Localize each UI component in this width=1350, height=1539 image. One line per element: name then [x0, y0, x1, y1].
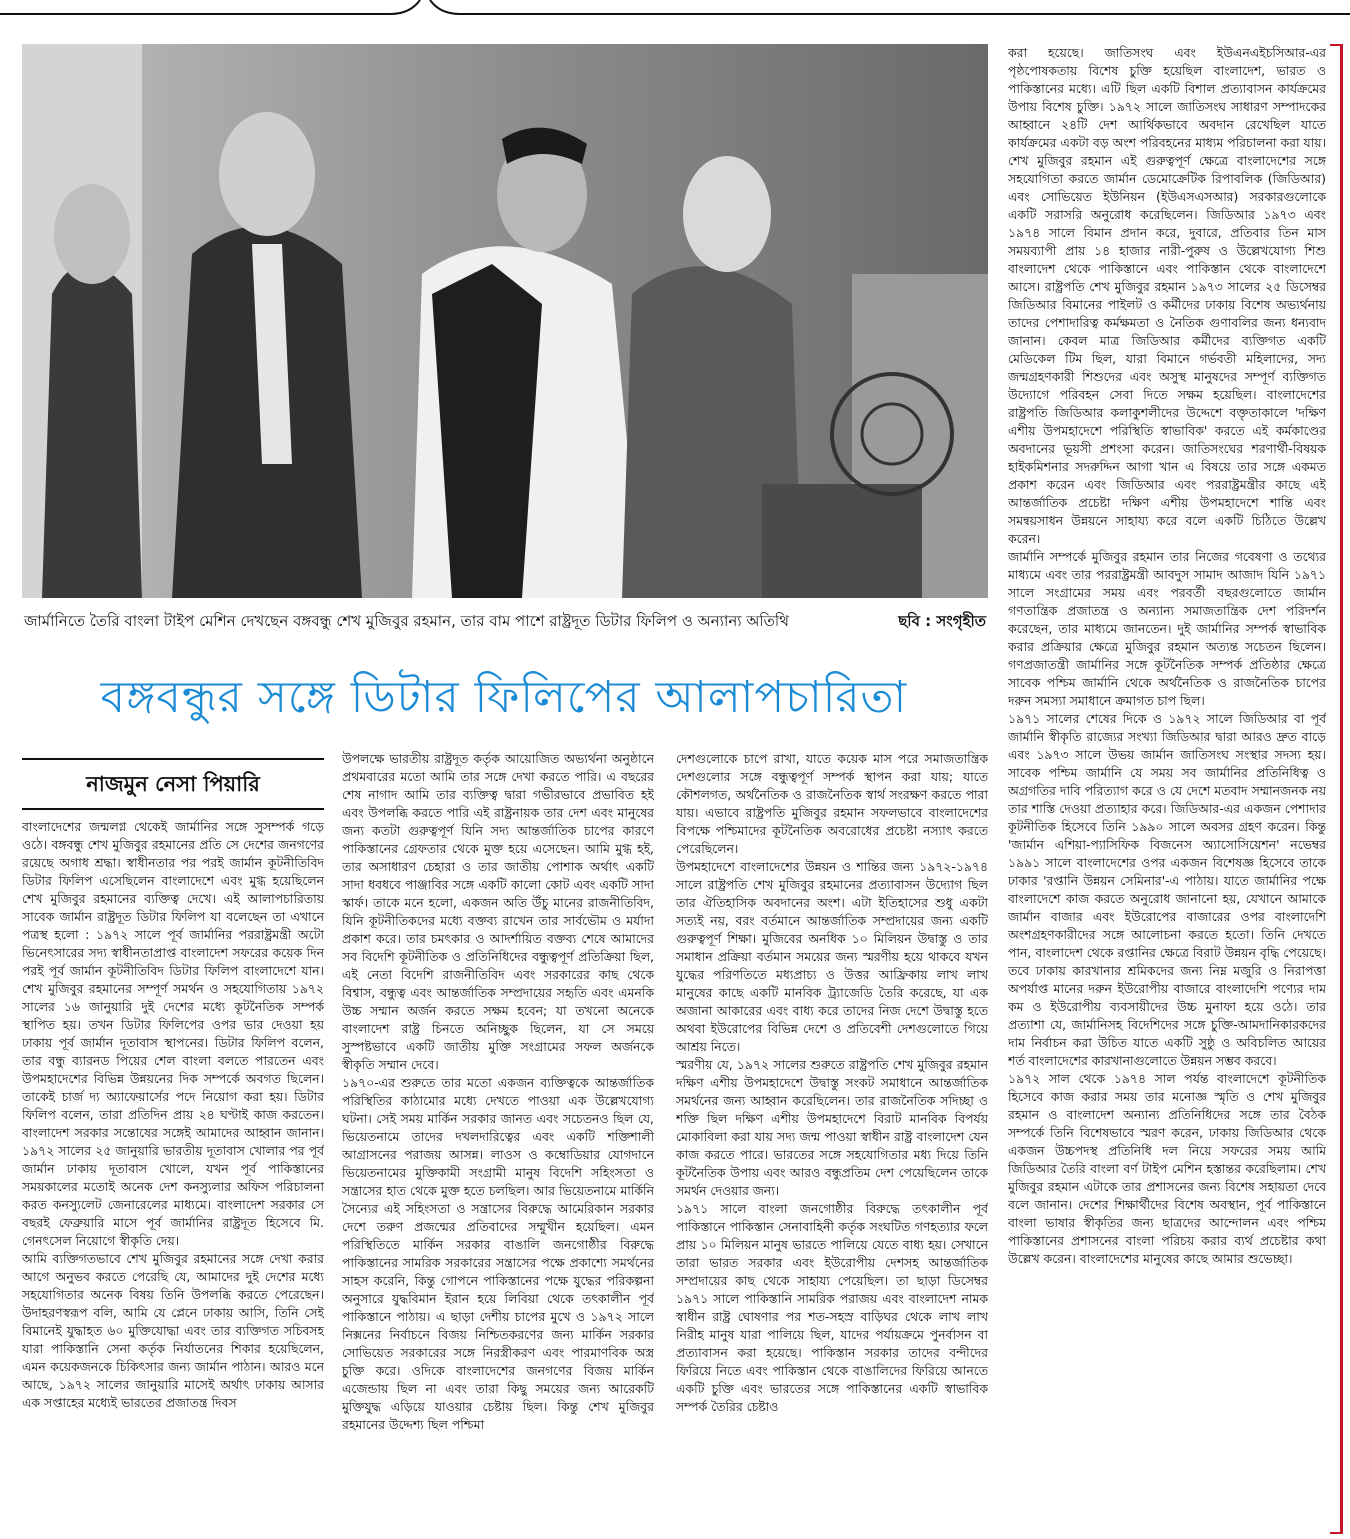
- paragraph: ১৯৭১ সালে বাংলা জনগোষ্ঠীর বিরুদ্ধে তৎকালীন পূর্ব পাকিস্তানে পাকিস্তান সেনাবাহিনী কর্তৃক সংঘটিত গণহত্যার ফলে প্রায় ১০ মিলিয়ন মানুষ ভারতে পালিয়ে যেতে বাধ্য হয়। সেখানে তারা ভারত সরকার এবং ইউরোপীয় দেশসহ আন্তর্জাতিক সম্প্রদায়ের কাছ থেকে সাহায্য পেয়েছিল। তা ছাড়া ডিসেম্বর ১৯৭১ সালে পাকিস্তানি সামরিক পরাজয় এবং বাংলাদেশ নামক স্বাধীন রাষ্ট্র ঘোষণার পর শত-সহস্র বাড়িঘর থেকে লাখ লাখ নিরীহ মানুষ যারা পালিয়ে ছিল, যাদের পর্যায়ক্রমে পুনর্বাসন বা প্রত্যাবাসন করা হয়েছে। পাকিস্তান সরকার তাদের বন্দীদের ফিরিয়ে নিতে এবং পাকিস্তান থেকে বাঙালিদের ফিরিয়ে আনতে একটি চুক্তি এবং ভারতের সঙ্গে পাকিস্তানের একটি স্বাভাবিক সম্পর্ক তৈরির চেষ্টাও: [676, 1201, 988, 1414]
- paragraph: ১৯৭০-এর শুরুতে তার মতো একজন ব্যক্তিত্বকে আন্তর্জাতিক পরিস্থিতির কাঠামোর মধ্যে দেখতে পাওয়া এক উল্লেখযোগ্য ঘটনা। সেই সময় মার্কিন সরকার জানত এবং সচেতনও ছিল যে, ভিয়েতনামে তাদের দখলদারিত্বের এবং একটি শক্তিশালী আগ্রাসনের পরাজয় আসন্ন। লাওস ও কম্বোডিয়ার যোগদানে ভিয়েতনামের মুক্তিকামী সংগ্রামী মানুষ বিদেশি সহিংসতা ও সন্ত্রাসের হাত থেকে মুক্ত হতে চলছিল। আর ভিয়েতনামে মার্কিনি সৈন্যের এই সহিংসতা ও সন্ত্রাসের বিরুদ্ধে আমেরিকান সরকার দেশে তরুণ প্রজন্মের প্রতিবাদের সম্মুখীন হয়েছিল। এমন পরিস্থিতিতে মার্কিন সরকার বাঙালি জনগোষ্ঠীর বিরুদ্ধে পাকিস্তানের সামরিক সরকারের সন্ত্রাসের পক্ষে প্রকাশ্যে সমর্থনের সাহস করেনি, কিন্তু গোপনে পাকিস্তানের পক্ষে যুদ্ধের পরিকল্পনা অনুসারে যুদ্ধবিমান ইরান হয়ে লিবিয়া থেকে তৎকালীন পূর্ব পাকিস্তানে পাঠায়। এ ছাড়া দেশীয় চাপের মুখে ও ১৯৭২ সালে নিক্সনের নির্বাচনে বিজয় নিশ্চিতকরণের জন্য মার্কিন সরকার সোভিয়েত সরকারের সঙ্গে নিরস্ত্রীকরণ এবং পারমাণবিক অস্ত্র চুক্তি করে। ওদিকে বাংলাদেশের জনগণের বিজয় মার্কিন এজেন্ডায় ছিল না এবং তারা কিছু সময়ের জন্য আরেকটি মুক্তিযুদ্ধ এড়িয়ে যাওয়ার চেষ্টায় ছিল। কিন্তু শেখ মুজিবুর রহমানের উদ্দেশ্য ছিল পশ্চিমা: [342, 1075, 654, 1432]
- bottom-right-border-rule: [1330, 1532, 1343, 1534]
- article-column-3: [676, 750, 988, 1536]
- paragraph: আমি ব্যক্তিগতভাবে শেখ মুজিবুর রহমানের সঙ্গে দেখা করার আগে অনুভব করতে পেরেছি যে, আমাদের দুই দেশের মধ্যে সহযোগিতার অনেক বিষয় তিনি উপলব্ধি করতে পেরেছেন। উদাহরণস্বরূপ বলি, আমি যে প্লেনে ঢাকায় আসি, তিনি সেই বিমানেই যুদ্ধাহত ৬০ মুক্তিযোদ্ধা এবং তার ব্যক্তিগত সচিবসহ যারা পাকিস্তানি সেনা কর্তৃক নির্যাতনের শিকার হয়েছিলেন, এমন কয়েকজনকে চিকিৎসার জন্য জার্মান পাঠান। আরও মনে আছে, ১৯৭২ সালের জানুয়ারি মাসেই অর্থাৎ ঢাকায় আসার এক সপ্তাহের মধ্যেই ভারতের প্রজাতন্ত্র দিবস: [22, 1251, 324, 1410]
- caption-text: জার্মানিতে তৈরি বাংলা টাইপ মেশিন দেখছেন বঙ্গবন্ধু শেখ মুজিবুর রহমান, তার বাম পাশে রাষ্ট্রদূত ডিটার ফিলিপ ও অন্যান্য অতিথি: [24, 612, 789, 630]
- right-border-rule: [1340, 44, 1343, 1534]
- paragraph: উপমহাদেশে বাংলাদেশের উন্নয়ন ও শান্তির জন্য ১৯৭২-১৯৭৪ সালে রাষ্ট্রপতি শেখ মুজিবুর রহমানের প্রত্যাবাসন উদ্যোগ ছিল তার ঐতিহাসিক অবদানের অংশ। এটা ইতিহাসের শুধু একটা সত্যই নয়, বরং বর্তমানে আন্তর্জাতিক সম্প্রদায়ের জন্য একটি গুরুত্বপূর্ণ শিক্ষা। মুজিবের অনধিক ১০ মিলিয়ন উদ্বাস্তু ও তার সমাধান প্রক্রিয়া বর্তমান সময়ের জন্য স্মরণীয় হয়ে থাকবে যখন যুদ্ধের পরিণতিতে মধ্যপ্রাচ্য ও উত্তর আফ্রিকায় লাখ লাখ মানুষের কাছে একটি মানবিক ট্র্যাজেডি তৈরি করেছে, যা এক অজানা আকারের এবং বাধ্য করে তাদের নিজ দেশে উদ্বাস্তু হতে অথবা ইউরোপের বিভিন্ন দেশে ও প্রতিবেশী দেশগুলোতে গিয়ে আশ্রয় নিতে।: [676, 859, 988, 1054]
- paragraph: ১৯৭২ সাল থেকে ১৯৭৪ সাল পর্যন্ত বাংলাদেশে কূটনীতিক হিসেবে কাজ করার সময় তার মনোজ্ঞ স্মৃতি ও শেখ মুজিবুর রহমান ও বাংলাদেশ অন্যান্য প্রতিনিধিদের সঙ্গে তার বৈঠক সম্পর্কে তিনি বিশেষভাবে স্মরণ করেন, ঢাকায় জিডিআর থেকে একজন উচ্চপদস্থ প্রতিনিধি দল নিয়ে সফরের সময় আমি জিডিআর তৈরি বাংলা বর্ণ টাইপ মেশিন হস্তান্তর করেছিলাম। শেখ মুজিবুর রহমান এটাকে তার প্রশাসনের জন্য বিশেষ সহায়তা দেবে বলে জানান। দেশের শিক্ষার্থীদের বিশেষ অবস্থান, পূর্ব পাকিস্তানে বাংলা ভাষার স্বীকৃতির জন্য ছাত্রদের আন্দোলন এবং পশ্চিম পাকিস্তানের প্রশাসনের বাংলা পরিচয় করার ব্যর্থ প্রচেষ্টার কথা উল্লেখ করেন। বাংলাদেশের মানুষের কাছে আমার শুভেচ্ছা।: [1008, 1071, 1326, 1266]
- top-right-border-rule: [1330, 44, 1343, 46]
- author-byline: নাজমুন নেসা পিয়ারি: [22, 758, 324, 810]
- paragraph: ১৯৭১ সালের শেষের দিকে ও ১৯৭২ সালে জিডিআর বা পূর্ব জার্মানি স্বীকৃতি রাজ্যের সংখ্যা জিডিআর দ্বারা আরও দ্রুত বাড়ে এবং ১৯৭৩ সালে উভয় জার্মান জাতিসংঘ সংস্থার সদস্য হয়। সাবেক পশ্চিম জার্মানি যে সময় সব জার্মানির প্রতিনিধিত্ব ও অগ্রগতির দাবি পরিত্যাগ করে ও যে দেশে মতবাদ সম্মানজনক নয় তার শাস্তি দেওয়া প্রত্যাহার করে। জিডিআর-এর একজন পেশাদার কূটনীতিক হিসেবে তিনি ১৯৯০ সালে অবসর গ্রহণ করেন। কিন্তু 'জার্মান এশিয়া-প্যাসিফিক বিজনেস অ্যাসোসিয়েশন' নভেম্বর ১৯৯১ সালে বাংলাদেশের ওপর একজন বিশেষজ্ঞ হিসেবে তাকে ঢাকার 'রপ্তানি উন্নয়ন সেমিনার'-এ পাঠায়। যাতে জার্মানির পক্ষে বাংলাদেশে কাজ করতে অনুরোধ জানানো হয়, যেখানে আমাকে জার্মান বাজার এবং ইউরোপের বাজারের ওপর বাংলাদেশি অংশগ্রহণকারীদের সঙ্গে আলোচনা করতে হতো। তিনি দেখতে পান, বাংলাদেশ থেকে রপ্তানির ক্ষেত্রে বিরাট উন্নয়ন বৃদ্ধি পেয়েছে। তবে ঢাকায় কারখানার শ্রমিকদের জন্য নিম্ন মজুরি ও নিরাপত্তা অপর্যাপ্ত মানের দরুন ইউরোপীয় বাজারে বাংলাদেশি পণ্যের দাম কম ও ইউরোপীয় ব্যবসায়ীদের উচ্চ মুনাফা হয়ে ওঠে। তার প্রত্যাশা যে, জার্মানিসহ বিদেশিদের সঙ্গে চুক্তি-আমদানিকারকদের দাম নির্বাচন করা উচিত যাতে একটি সুষ্ঠু ও অবিচলিত আয়ের শর্ত বাংলাদেশের কারখানাগুলোতে উন্নয়ন সম্ভব করবে।: [1008, 711, 1326, 1068]
- news-photo: [22, 44, 988, 598]
- photo-credit: ছবি : সংগৃহীত: [898, 612, 986, 630]
- paragraph: স্মরণীয় যে, ১৯৭২ সালের শুরুতে রাষ্ট্রপতি শেখ মুজিবুর রহমান দক্ষিণ এশীয় উপমহাদেশে উদ্বাস্তু সংকট সমাধানে আন্তর্জাতিক সমর্থনের জন্য আহ্বান করেছিলেন। তার রাজনৈতিক সদিচ্ছা ও শক্তি ছিল দক্ষিণ এশীয় উপমহাদেশে বিরাট মানবিক বিপর্যয় মোকাবিলা করা যায় সদ্য জন্ম পাওয়া স্বাধীন রাষ্ট্র বাংলাদেশ যেন কাজ করতে পারে। ভারতের সঙ্গে সহযোগিতার মধ্য দিয়ে তিনি কূটনৈতিক উপায় এবং আরও বন্ধুপ্রতিম দেশ পেয়েছিলেন তাকে সমর্থন দেওয়ার জন্য।: [676, 1057, 988, 1198]
- paragraph: দেশগুলোকে চাপে রাখা, যাতে কয়েক মাস পরে সমাজতান্ত্রিক দেশগুলোর সঙ্গে বন্ধুত্বপূর্ণ সম্পর্ক স্থাপন করা যায়; যাতে কৌশলগত, অর্থনৈতিক ও রাজনৈতিক স্বার্থ সংরক্ষণ করতে পারা যায়। এভাবে রাষ্ট্রপতি মুজিবুর রহমান সফলভাবে বাংলাদেশের বিপক্ষে পশ্চিমাদের কূটনৈতিক অবরোধের প্রচেষ্টা নস্যাৎ করতে পেরেছিলেন।: [676, 751, 988, 856]
- paragraph: বাংলাদেশের জন্মলগ্ন থেকেই জার্মানির সঙ্গে সুসম্পর্ক গড়ে ওঠে। বঙ্গবন্ধু শেখ মুজিবুর রহমানের প্রতি সে দেশের জনগণের রয়েছে অগাধ শ্রদ্ধা। স্বাধীনতার পর পরই জার্মান কূটনীতিবিদ ডিটার ফিলিপ এসেছিলেন বাংলাদেশে এবং মুগ্ধ হয়েছিলেন শেখ মুজিবুর রহমানের ব্যক্তিত্ব দেখে। এই আলাপচারিতায় সাবেক জার্মান রাষ্ট্রদূত ডিটার ফিলিপ যা বলেছেন তা এখানে পত্রস্থ হলো : ১৯৭২ সালে পূর্ব জার্মানির পররাষ্ট্রমন্ত্রী অটো ভিনেৎসারের সদ্য স্বাধীনতাপ্রাপ্ত বাংলাদেশ সফরের কয়েক দিন পরই পূর্ব জার্মান কূটনীতিবিদ ডিটার ফিলিপ বাংলাদেশে যান। শেখ মুজিবুর রহমানের সম্পূর্ণ সমর্থন ও সহযোগিতায় ১৯৭২ সালের ১৬ জানুয়ারি দুই দেশের মধ্যে কূটনৈতিক সম্পর্ক স্থাপিত হয়। তখন ডিটার ফিলিপের ওপর ভার দেওয়া হয় ঢাকায় পূর্ব জার্মান দূতাবাস স্থাপনের। ডিটার ফিলিপ বলেন, তার বন্ধু ব্যারনড পিয়ের শেল বাংলা বলতে পারতেন এবং উপমহাদেশের বিভিন্ন উন্নয়নের দিক সম্পর্কে অবগত ছিলেন। তাকেই চার্জ দ্য অ্যাফেয়ার্সের পদে নিয়োগ করা হয়। ডিটার ফিলিপ বলেন, তারা প্রতিদিন প্রায় ২৪ ঘণ্টাই কাজ করতেন। বাংলাদেশ সরকার সন্তোষের সঙ্গেই আমাদের আহ্বান জানান। ১৯৭২ সালের ২৫ জানুয়ারি ভারতীয় দূতাবাস খোলার পর পূর্ব জার্মান ঢাকায় দূতাবাস খোলে, যখন পূর্ব পাকিস্তানের সময়কালের মতোই অনেক দেশ কনস্যুলার অফিস পরিচালনা করত কনস্যুলেট জেনারেলের মাধ্যমে। বাংলাদেশ সরকার সে বছরই ফেব্রুয়ারি মাসে পূর্ব জার্মানির রাষ্ট্রদূত হিসেবে মি. গেনৎসেল নিয়োগে স্বীকৃতি দেয়।: [22, 819, 324, 1248]
- paragraph: করা হয়েছে। জাতিসংঘ এবং ইউএনএইচসিআর-এর পৃষ্ঠপোষকতায় বিশেষ চুক্তি হয়েছিল বাংলাদেশ, ভারত ও পাকিস্তানের মধ্যে। এটি ছিল একটি বিশাল প্রত্যাবাসন কার্যক্রমের উপায় বিশেষ চুক্তি। ১৯৭২ সালে জাতিসংঘ সাধারণ সম্পাদকের আহ্বানে ২৪টি দেশ আর্থিকভাবে অবদান রেখেছিল যাতে কার্যক্রমের একটা বড় অংশ পরিবহনের মাধ্যম পরিচালনা করা যায়। শেখ মুজিবুর রহমান এই গুরুত্বপূর্ণ ক্ষেত্রে বাংলাদেশের সঙ্গে সহযোগিতা করতে জার্মান ডেমোক্রেটিক রিপাবলিক (জিডিআর) এবং সোভিয়েত ইউনিয়ন (ইউএসএসআর) সরকারগুলোকে একটি সরাসরি অনুরোধ করেছিলেন। জিডিআর ১৯৭৩ এবং ১৯৭৪ সালে বিমান প্রদান করে, দুবারে, প্রতিবার তিন মাস সময়ব্যাপী প্রায় ১৪ হাজার নারী-পুরুষ ও উল্লেখযোগ্য শিশু বাংলাদেশ থেকে পাকিস্তানে এবং পাকিস্তান থেকে বাংলাদেশে আসে। রাষ্ট্রপতি শেখ মুজিবুর রহমান ১৯৭৩ সালের ২৫ ডিসেম্বর জিডিআর বিমানের পাইলট ও কর্মীদের ঢাকায় বিশেষ অভ্যর্থনায় তাদের পেশাদারিত্ব কর্মক্ষমতা ও নৈতিক গুণাবলির জন্য ধন্যবাদ জানান। কেবল মাত্র জিডিআর কর্মীদের ব্যক্তিগত একটি মেডিকেল টিম ছিল, যারা বিমানে গর্ভবতী মহিলাদের, সদ্য জন্মগ্রহণকারী শিশুদের এবং অসুস্থ মানুষদের সম্পূর্ণ ব্যক্তিগত উদ্যোগে পরিবহন সেবা দিতে সক্ষম হয়েছিল। বাংলাদেশের রাষ্ট্রপতি জিডিআর কলাকুশলীদের উদ্দেশে বক্তৃতাকালে 'দক্ষিণ এশীয় উপমহাদেশে পরিস্থিতি স্বাভাবিক' করতে এই কর্মকাণ্ডের অবদানের ভূয়সী প্রশংসা করেন। জাতিসংঘের শরণার্থী-বিষয়ক হাইকমিশনার সদরুদ্দিন আগা খান এ বিষয়ে তার সঙ্গে একমত প্রকাশ করেন এবং জিডিআর এবং পররাষ্ট্রমন্ত্রীর কাছে এই আন্তর্জাতিক প্রচেষ্টা দক্ষিণ এশীয় উপমহাদেশে শান্তি এবং সমন্বয়সাধন উন্নয়নে সাহায্য করে বলে একটি চিঠিতে উল্লেখ করেন।: [1008, 45, 1326, 546]
- article-column-4: [1008, 44, 1326, 1536]
- photo-caption: [24, 610, 986, 632]
- article-column-1: [22, 818, 324, 1534]
- article-column-2: [342, 750, 654, 1536]
- photo-placeholder-icon: [22, 44, 988, 598]
- paragraph: উপলক্ষে ভারতীয় রাষ্ট্রদূত কর্তৃক আয়োজিত অভ্যর্থনা অনুষ্ঠানে প্রথমবারের মতো আমি তার সঙ্গে দেখা করতে পারি। এ বছরের শেষ নাগাদ আমি তার ব্যক্তিত্ব দ্বারা গভীরভাবে প্রভাবিত হই এবং উপলব্ধি করতে পারি এই রাষ্ট্রনায়ক তার দেশ এবং মানুষের জন্য কতটা গুরুত্বপূর্ণ যিনি সদ্য আন্তর্জাতিক চাপের কারণে পাকিস্তানের গ্রেফতার থেকে মুক্ত হয়ে এসেছেন। আমি মুগ্ধ হই, তার অসাধারণ চেহারা ও তার জাতীয় পোশাক অর্থাৎ একটি সাদা ধবধবে পাঞ্জাবির সঙ্গে একটি কালো কোট এবং একটি সাদা স্কার্ফ। তাকে মনে হলো, একজন অতি উঁচু মানের রাজনীতিবিদ, যিনি কূটনীতিকদের মধ্যে বক্তব্য রাখেন তার সার্বভৌম ও মর্যাদা প্রকাশ করে। তার চমৎকার ও আদর্শায়িত বক্তব্য শেষে আমাদের সব বিদেশি কূটনীতিক ও প্রতিনিধিদের বন্ধুত্বপূর্ণ প্রতিক্রিয়া ছিল, এই নেতা বিদেশি রাজনীতিবিদ এবং সরকারের কাছ থেকে বিশ্বাস, বন্ধুত্ব এবং আন্তর্জাতিক সম্প্রদায়ের সহৃতি এবং এমনকি উচ্চ সম্মান অর্জন করতে সক্ষম হবেন; যা তখনো অনেকে বাংলাদেশ রাষ্ট্র চিনতে অনিচ্ছুক ছিলেন, যা সে সময়ে সুস্পষ্টভাবে একটি জাতীয় মুক্তি সংগ্রামের সফল অর্জনকে স্বীকৃতি সম্মান দেবে।: [342, 751, 654, 1072]
- paragraph: জার্মানি সম্পর্কে মুজিবুর রহমান তার নিজের গবেষণা ও তথ্যের মাধ্যমে এবং তার পররাষ্ট্রমন্ত্রী আবদুস সামাদ আজাদ যিনি ১৯৭১ সালে সংগ্রামের সময় এবং পরবর্তী বছরগুলোতে জার্মান গণতান্ত্রিক প্রজাতন্ত্র ও অন্যান্য সমাজতান্ত্রিক দেশ পরিদর্শন করেছেন, তার মাধ্যমে জানতেন। দুই জার্মানির সম্পর্ক স্বাভাবিক করার প্রক্রিয়ার ক্ষেত্রে মুজিবুর রহমান অত্যন্ত সচেতন ছিলেন। গণপ্রজাতন্ত্রী জার্মানির সঙ্গে কূটনৈতিক সম্পর্ক প্রতিষ্ঠার ক্ষেত্রে সাবেক পশ্চিম জার্মানি থেকে অর্থনৈতিক ও রাজনৈতিক চাপের দরুন সমস্যা সমাধানে ক্রমাগত চাপ ছিল।: [1008, 549, 1326, 708]
- top-frame-curve: [0, 0, 1350, 22]
- page-title: বঙ্গবন্ধুর সঙ্গে ডিটার ফিলিপের আলাপচারিতা: [100, 672, 908, 723]
